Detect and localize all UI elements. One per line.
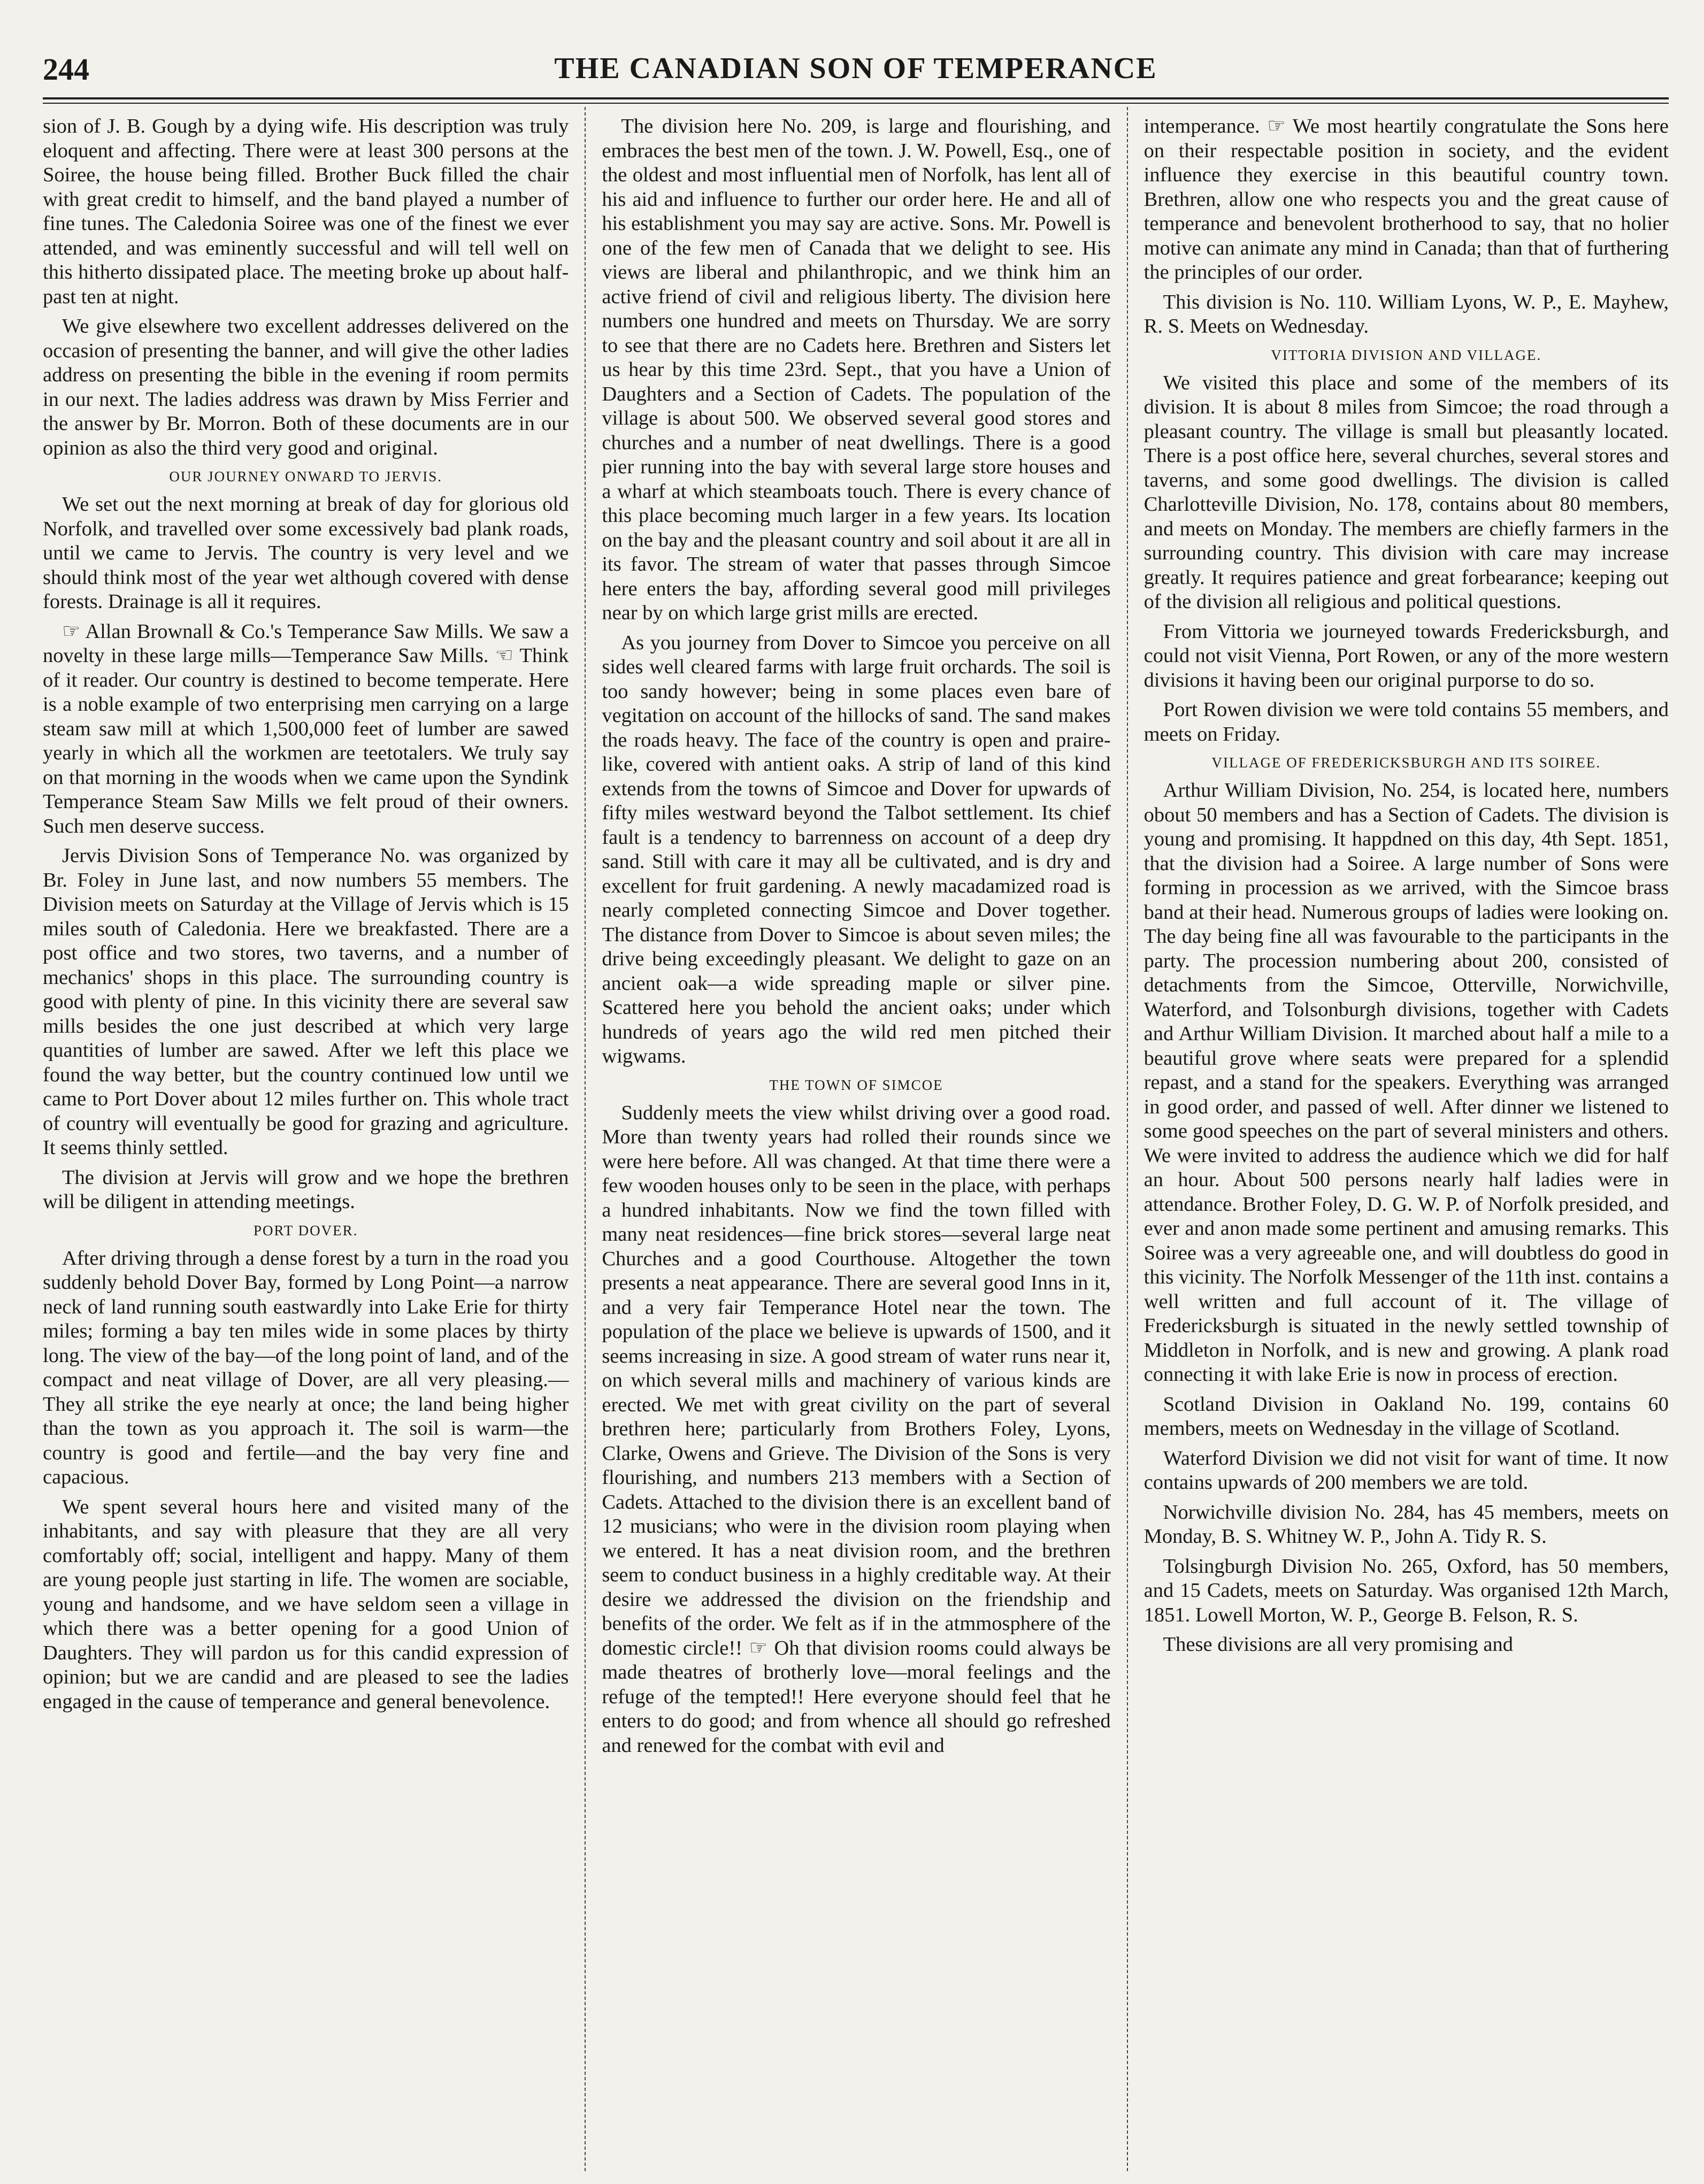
section-heading: THE TOWN OF SIMCOE	[769, 1076, 943, 1093]
paragraph: Suddenly meets the view whilst driving over a good road. More than twenty years had rolled their rounds since we were here before. All was changed. At that time there were a few wooden houses only to be seen in the place, with perhaps a hundred inhabitants. Now we find the town filled with many neat residences—fine brick stores—several large neat Churches and a good Courthouse. Altogether the town presents a neat appearance. There are several good Inns in it, and a very fair Temperance Hotel near the town. The population of the place we believe is upwards of 1500, and it seems increasing in size. A good stream of water runs near it, on which several mills and machinery of various kinds are erected. We met with great civility on the part of several brethren here; particularly from Brothers Foley, Lyons, Clarke, Owens and Grieve. The Division of the Sons is very flourishing, and numbers 213 members with a Section of Cadets. Attached to the division there is an excellent band of 12 musicians; who were in the division room playing when we entered. It has a neat division room, and the brethren seem to conduct business in a highly creditable way. At their desire we addressed the division on the friendship and benefits of the order. We felt as if in the atmmosphere of the domestic circle!! ☞ Oh that division rooms could always be made theatres of brotherly love—moral feelings and the refuge of the tempted!! Here everyone should feel that he enters to do good; and from whence all should go refreshed and renewed for the combat with evil and	[602, 1101, 1111, 1757]
section-heading: VILLAGE OF FREDERICKSBURGH AND ITS SOIREE.	[1211, 755, 1601, 771]
paragraph: sion of J. B. Gough by a dying wife. His description was truly eloquent and affecting. There were at least 300 persons at the Soiree, the house being filled. Brother Buck filled the chair with great credit to himself, and the band played a number of fine tunes. The Caledonia Soiree was one of the finest we ever attended, and was eminently successful and will tell well on this hitherto dissipated place. The meeting broke up about half-past ten at night.	[43, 115, 569, 308]
section-heading: VITTORIA DIVISION AND VILLAGE.	[1271, 347, 1542, 363]
paragraph: After driving through a dense forest by a turn in the road you suddenly behold Dover Bay, formed by Long Point—a narrow neck of land running south eastwardly into Lake Erie for thirty miles; forming a bay ten miles wide in some places by thirty long. The view of the bay—of the long point of land, and of the compact and neat village of Dover, are all very pleasing.—They all strike the eye nearly at once; the land being higher than the town as you approach it. The soil is warm—the country is good and fertile—and the bay very fine and capacious.	[43, 1247, 569, 1488]
header-rule	[43, 97, 1669, 104]
paragraph: From Vittoria we journeyed towards Fredericksburgh, and could not visit Vienna, Port Rowen, or any of the more western divisions it having been our original purporse to do so.	[1143, 620, 1669, 691]
paragraph: intemperance. ☞ We most heartily congratulate the Sons here on their respectable position in society, and the evident influence they exercise in this beautiful country town. Brethren, allow one who respects you and the great cause of temperance and benevolent brotherhood to say, that no holier motive can animate any mind in Canada; than that of furthering the principles of our order.	[1143, 115, 1669, 283]
paragraph: The division here No. 209, is large and flourishing, and embraces the best men of the town. J. W. Powell, Esq., one of the oldest and most influential men of Norfolk, has lent all of his aid and influence to further our order here. He and all of his establishment you may say are active. Sons. Mr. Powell is one of the few men of Canada that we delight to see. His views are liberal and philanthropic, and we think him an active friend of civil and religious liberty. The division here numbers one hundred and meets on Thursday. We are sorry to see that there are no Cadets here. Brethren and Sisters let us hear by this time 23rd. Sept., that you have a Union of Daughters and a Section of Cadets. The population of the village is about 500. We observed several good stores and churches and a number of neat dwellings. There is a good pier running into the bay with several large store houses and a wharf at which steamboats touch. There is every chance of this place becoming much larger in a few years. Its location on the bay and the pleasant country and soil about it are all in its favor. The stream of water that passes through Simcoe here enters the bay, affording several good mill privileges near by on which large grist mills are erected.	[602, 115, 1111, 624]
column-3	[1127, 107, 1669, 2171]
running-title: THE CANADIAN SON OF TEMPERANCE	[554, 52, 1157, 85]
paragraph: The division at Jervis will grow and we hope the brethren will be diligent in attending meetings.	[43, 1166, 569, 1213]
paragraph: We visited this place and some of the members of its division. It is about 8 miles from Simcoe; the road through a pleasant country. The village is small but pleasantly located. There is a post office here, several churches, several stores and taverns, and some good dwellings. The division is called Charlotteville Division, No. 178, contains about 80 members, and meets on Monday. The members are chiefly farmers in the surrounding country. This division with care may increase greatly. It requires patience and great forbearance; keeping out of the division all religious and political questions.	[1143, 371, 1669, 613]
column-1	[43, 107, 585, 2171]
paragraph: Port Rowen division we were told contains 55 members, and meets on Friday.	[1143, 698, 1669, 745]
section-heading: OUR JOURNEY ONWARD TO JERVIS.	[169, 468, 442, 485]
page-header	[43, 47, 1669, 96]
paragraph: Waterford Division we did not visit for want of time. It now contains upwards of 200 members we are told.	[1143, 1447, 1669, 1494]
paragraph: We spent several hours here and visited many of the inhabitants, and say with pleasure that they are all very comfortably off; social, intelligent and happy. Many of them are young people just starting in life. The women are sociable, young and handsome, and we have seldom seen a village in which there was a better opening for a good Union of Daughters. They will pardon us for this candid expression of opinion; but we are candid and are pleased to see the ladies engaged in the cause of temperance and general benevolence.	[43, 1495, 569, 1713]
section-heading: PORT DOVER.	[253, 1222, 358, 1239]
paragraph: As you journey from Dover to Simcoe you perceive on all sides well cleared farms with large fruit orchards. The soil is too sandy however; being in some places even bare of vegitation on account of the hillocks of sand. The sand makes the roads heavy. The face of the country is open and praire-like, covered with antient oaks. A strip of land of this kind extends from the towns of Simcoe and Dover for upwards of fifty miles westward beyond the Talbot settlement. Its chief fault is a tendency to barrenness on account of a deep dry sand. Still with care it may all be cultivated, and is dry and excellent for fruit gardening. A newly macadamized road is nearly completed connecting Simcoe and Dover together. The distance from Dover to Simcoe is about seven miles; the drive being exceedingly pleasant. We delight to gaze on an ancient oak—a wide spreading maple or silver pine. Scattered here you behold the ancient oaks; under which hundreds of years ago the wild red men pitched their wigwams.	[602, 631, 1111, 1067]
paragraph: Jervis Division Sons of Temperance No. was organized by Br. Foley in June last, and now numbers 55 members. The Division meets on Saturday at the Village of Jervis which is 15 miles south of Caledonia. Here we breakfasted. There are a post office and two stores, two taverns, and a number of mechanics' shops in this place. The surrounding country is good with plenty of pine. In this vicinity there are several saw mills besides the one just described at which very large quantities of lumber are sawed. After we left this place we found the way better, but the country continued low until we came to Port Dover about 12 miles further on. This whole tract of country will eventually be good for grazing and agriculture. It seems thinly settled.	[43, 844, 569, 1159]
paragraph: Arthur William Division, No. 254, is located here, numbers obout 50 members and has a Section of Cadets. The division is young and promising. It happdned on this day, 4th Sept. 1851, that the division had a Soiree. A large number of Sons were forming in procession as we arrived, with the Simcoe brass band at their head. Numerous groups of ladies were looking on. The day being fine all was favourable to the participants in the party. The procession numbering about 200, consisted of detachments from the Simcoe, Otterville, Norwichville, Waterford, and Tolsonburgh divisions, together with Cadets and Arthur William Division. It marched about half a mile to a beautiful grove where seats were prepared for a splendid repast, and a stand for the speakers. Everything was arranged in good order, and passed of well. After dinner we listened to some good speeches on the part of several ministers and others. We were invited to address the audience which we did for half an hour. About 500 persons nearly half ladies were in attendance. Brother Foley, D. G. W. P. of Norfolk presided, and ever and anon made some pertinent and amusing remarks. This Soiree was a very agreeable one, and will doubtless do good in this vicinity. The Norfolk Messenger of the 11th inst. contains a well written and full account of it. The village of Fredericksburgh is situated in the newly settled township of Middleton in Norfolk, and is new and growing. A plank road connecting it with lake Erie is now in process of erection.	[1143, 779, 1669, 1386]
article-columns	[43, 107, 1669, 2171]
column-2	[585, 107, 1126, 2171]
paragraph: ☞ Allan Brownall & Co.'s Temperance Saw Mills. We saw a novelty in these large mills—Temperance Saw Mills. ☜ Think of it reader. Our country is destined to become temperate. Here is a noble example of two enterprising men carrying on a large steam saw mill at which 1,500,000 feet of lumber are sawed yearly in which all the workmen are teetotalers. We truly say on that morning in the woods when we came upon the Syndink Temperance Steam Saw Mills we felt proud of their owners. Such men deserve success.	[43, 620, 569, 837]
paragraph: We give elsewhere two excellent addresses delivered on the occasion of presenting the banner, and will give the other ladies address on presenting the bible in the evening if room permits in our next. The ladies address was drawn by Miss Ferrier and the answer by Br. Morron. Both of these documents are in our opinion as also the third very good and original.	[43, 315, 569, 459]
paragraph: We set out the next morning at break of day for glorious old Norfolk, and travelled over some excessively bad plank roads, until we came to Jervis. The country is very level and we should think most of the year wet although covered with dense forests. Drainage is all it requires.	[43, 493, 569, 613]
paragraph: These divisions are all very promising and	[1163, 1633, 1514, 1656]
paragraph: Tolsingburgh Division No. 265, Oxford, has 50 members, and 15 Cadets, meets on Saturday. Was organised 12th March, 1851. Lowell Morton, W. P., George B. Felson, R. S.	[1143, 1555, 1669, 1626]
page-number: 244	[43, 52, 89, 87]
paragraph: Scotland Division in Oakland No. 199, contains 60 members, meets on Wednesday in the village of Scotland.	[1143, 1393, 1669, 1440]
paragraph: Norwichville division No. 284, has 45 members, meets on Monday, B. S. Whitney W. P., John A. Tidy R. S.	[1143, 1501, 1669, 1548]
paragraph: This division is No. 110. William Lyons, W. P., E. Mayhew, R. S. Meets on Wednesday.	[1143, 290, 1669, 337]
